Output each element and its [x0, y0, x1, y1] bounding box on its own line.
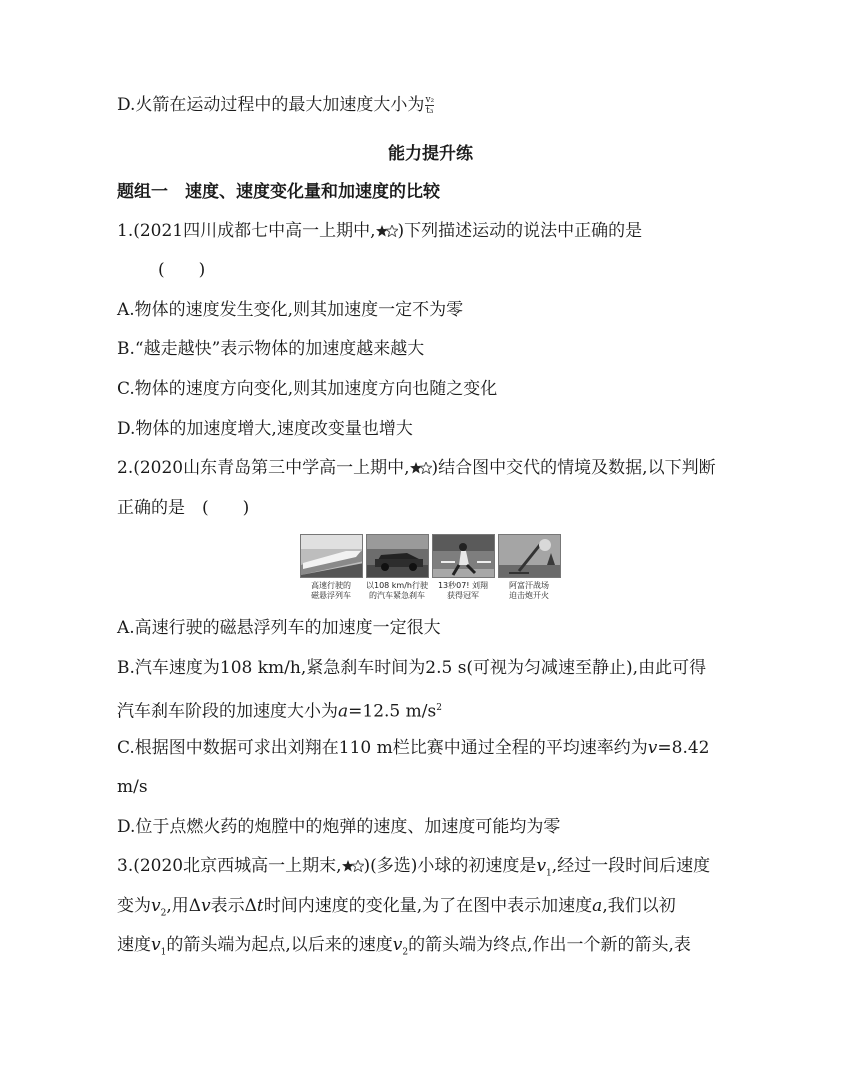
option-text: C.根据图中数据可求出刘翔在110 m栏比赛中通过全程的平均速率约为 — [117, 738, 648, 758]
photo-strip — [300, 534, 560, 604]
group-title: 题组一 速度、速度变化量和加速度的比较 — [117, 182, 440, 202]
question-2-stem — [117, 457, 716, 480]
subscript: 1 — [160, 947, 167, 958]
option-text: =12.5 m/s — [348, 701, 437, 722]
variable: v — [151, 935, 161, 955]
photo-caption — [496, 581, 562, 601]
difficulty-stars-icon — [376, 221, 398, 243]
q2-option-c — [117, 737, 710, 759]
car-braking-photo — [366, 534, 429, 578]
question-text: )下列描述运动的说法中正确的是 — [397, 221, 643, 241]
question-text: ,我们以初 — [602, 896, 676, 916]
q1-option-c: C.物体的速度方向变化,则其加速度方向也随之变化 — [117, 379, 498, 399]
caption-line: 的汽车紧急刹车 — [369, 591, 425, 600]
question-source: 3.(2020北京西城高一上期末, — [117, 856, 342, 876]
question-3-line2 — [117, 895, 676, 924]
question-text: 时间内速度的变化量,为了在图中表示加速度 — [263, 896, 593, 916]
q2-option-b: B.汽车速度为108 km/h,紧急刹车时间为2.5 s(可视为匀减速至静止),由此可得 — [117, 658, 707, 678]
variable: a — [592, 896, 603, 916]
option-d-top — [117, 94, 434, 116]
q2-option-b-line2 — [117, 697, 442, 723]
variable: v — [647, 738, 658, 758]
q2-option-a: A.高速行驶的磁悬浮列车的加速度一定很大 — [117, 618, 441, 638]
section-title: 能力提升练 — [388, 144, 473, 164]
question-2-stem-line2: 正确的是 ( ) — [117, 498, 250, 518]
variable: v — [392, 935, 403, 955]
question-3-line3 — [117, 934, 691, 963]
question-1-stem — [117, 220, 642, 243]
question-text: 速度 — [117, 935, 151, 955]
question-text: 的箭头端为起点,以后来的速度 — [166, 935, 393, 955]
question-source: 2.(2020山东青岛第三中学高一上期中, — [117, 458, 410, 478]
variable: v — [151, 896, 161, 916]
question-text: )(多选)小球的初速度是 — [363, 856, 537, 876]
caption-line: 获得冠军 — [447, 591, 479, 600]
fraction-denominator: t₃ — [426, 106, 434, 116]
answer-blank: ( ) — [158, 260, 206, 280]
variable: v — [536, 856, 547, 876]
fraction — [425, 95, 434, 116]
q1-option-a: A.物体的速度发生变化,则其加速度一定不为零 — [117, 300, 464, 320]
option-text: D.火箭在运动过程中的最大加速度大小为 — [117, 95, 425, 115]
mortar-photo — [498, 534, 561, 578]
caption-line: 阿富汗战场 — [509, 581, 549, 590]
photo-caption — [430, 581, 496, 601]
subscript: 2 — [160, 908, 167, 919]
question-source: 1.(2021四川成都七中高一上期中, — [117, 221, 376, 241]
variable: v — [201, 896, 211, 916]
option-text: =8.42 — [657, 738, 710, 758]
question-text: ,经过一段时间后速度 — [551, 856, 711, 876]
caption-line: 迫击炮开火 — [509, 591, 549, 600]
question-text: 表示Δ — [210, 896, 257, 916]
superscript: 2 — [436, 703, 442, 713]
subscript: 2 — [402, 947, 409, 958]
difficulty-stars-icon — [410, 458, 432, 480]
maglev-train-photo — [300, 534, 363, 578]
question-text: 的箭头端为终点,作出一个新的箭头,表 — [408, 935, 691, 955]
photo-caption — [364, 581, 430, 601]
fraction-numerator: v₂ — [425, 95, 435, 105]
variable: t — [256, 896, 264, 916]
option-text: 汽车刹车阶段的加速度大小为 — [117, 701, 338, 722]
subscript: 1 — [546, 868, 552, 879]
q2-option-d: D.位于点燃火药的炮膛中的炮弹的速度、加速度可能均为零 — [117, 817, 561, 837]
variable: a — [338, 701, 349, 722]
caption-line: 13秒07! 刘翔 — [437, 581, 489, 590]
question-text: 变为 — [117, 896, 151, 916]
caption-line: 磁悬浮列车 — [311, 591, 351, 600]
q2-option-c-line2: m/s — [117, 777, 148, 797]
q1-option-d: D.物体的加速度增大,速度改变量也增大 — [117, 419, 413, 439]
q1-option-b: B.“越走越快”表示物体的加速度越来越大 — [117, 339, 425, 359]
caption-line: 高速行驶的 — [311, 581, 351, 590]
question-text: ,用Δ — [166, 896, 202, 916]
difficulty-stars-icon — [342, 856, 364, 878]
hurdler-photo — [432, 534, 495, 578]
caption-line: 以108 km/h行驶 — [365, 581, 428, 590]
photo-caption — [298, 581, 364, 601]
question-text: )结合图中交代的情境及数据,以下判断 — [431, 458, 716, 478]
question-3-stem — [117, 855, 710, 884]
